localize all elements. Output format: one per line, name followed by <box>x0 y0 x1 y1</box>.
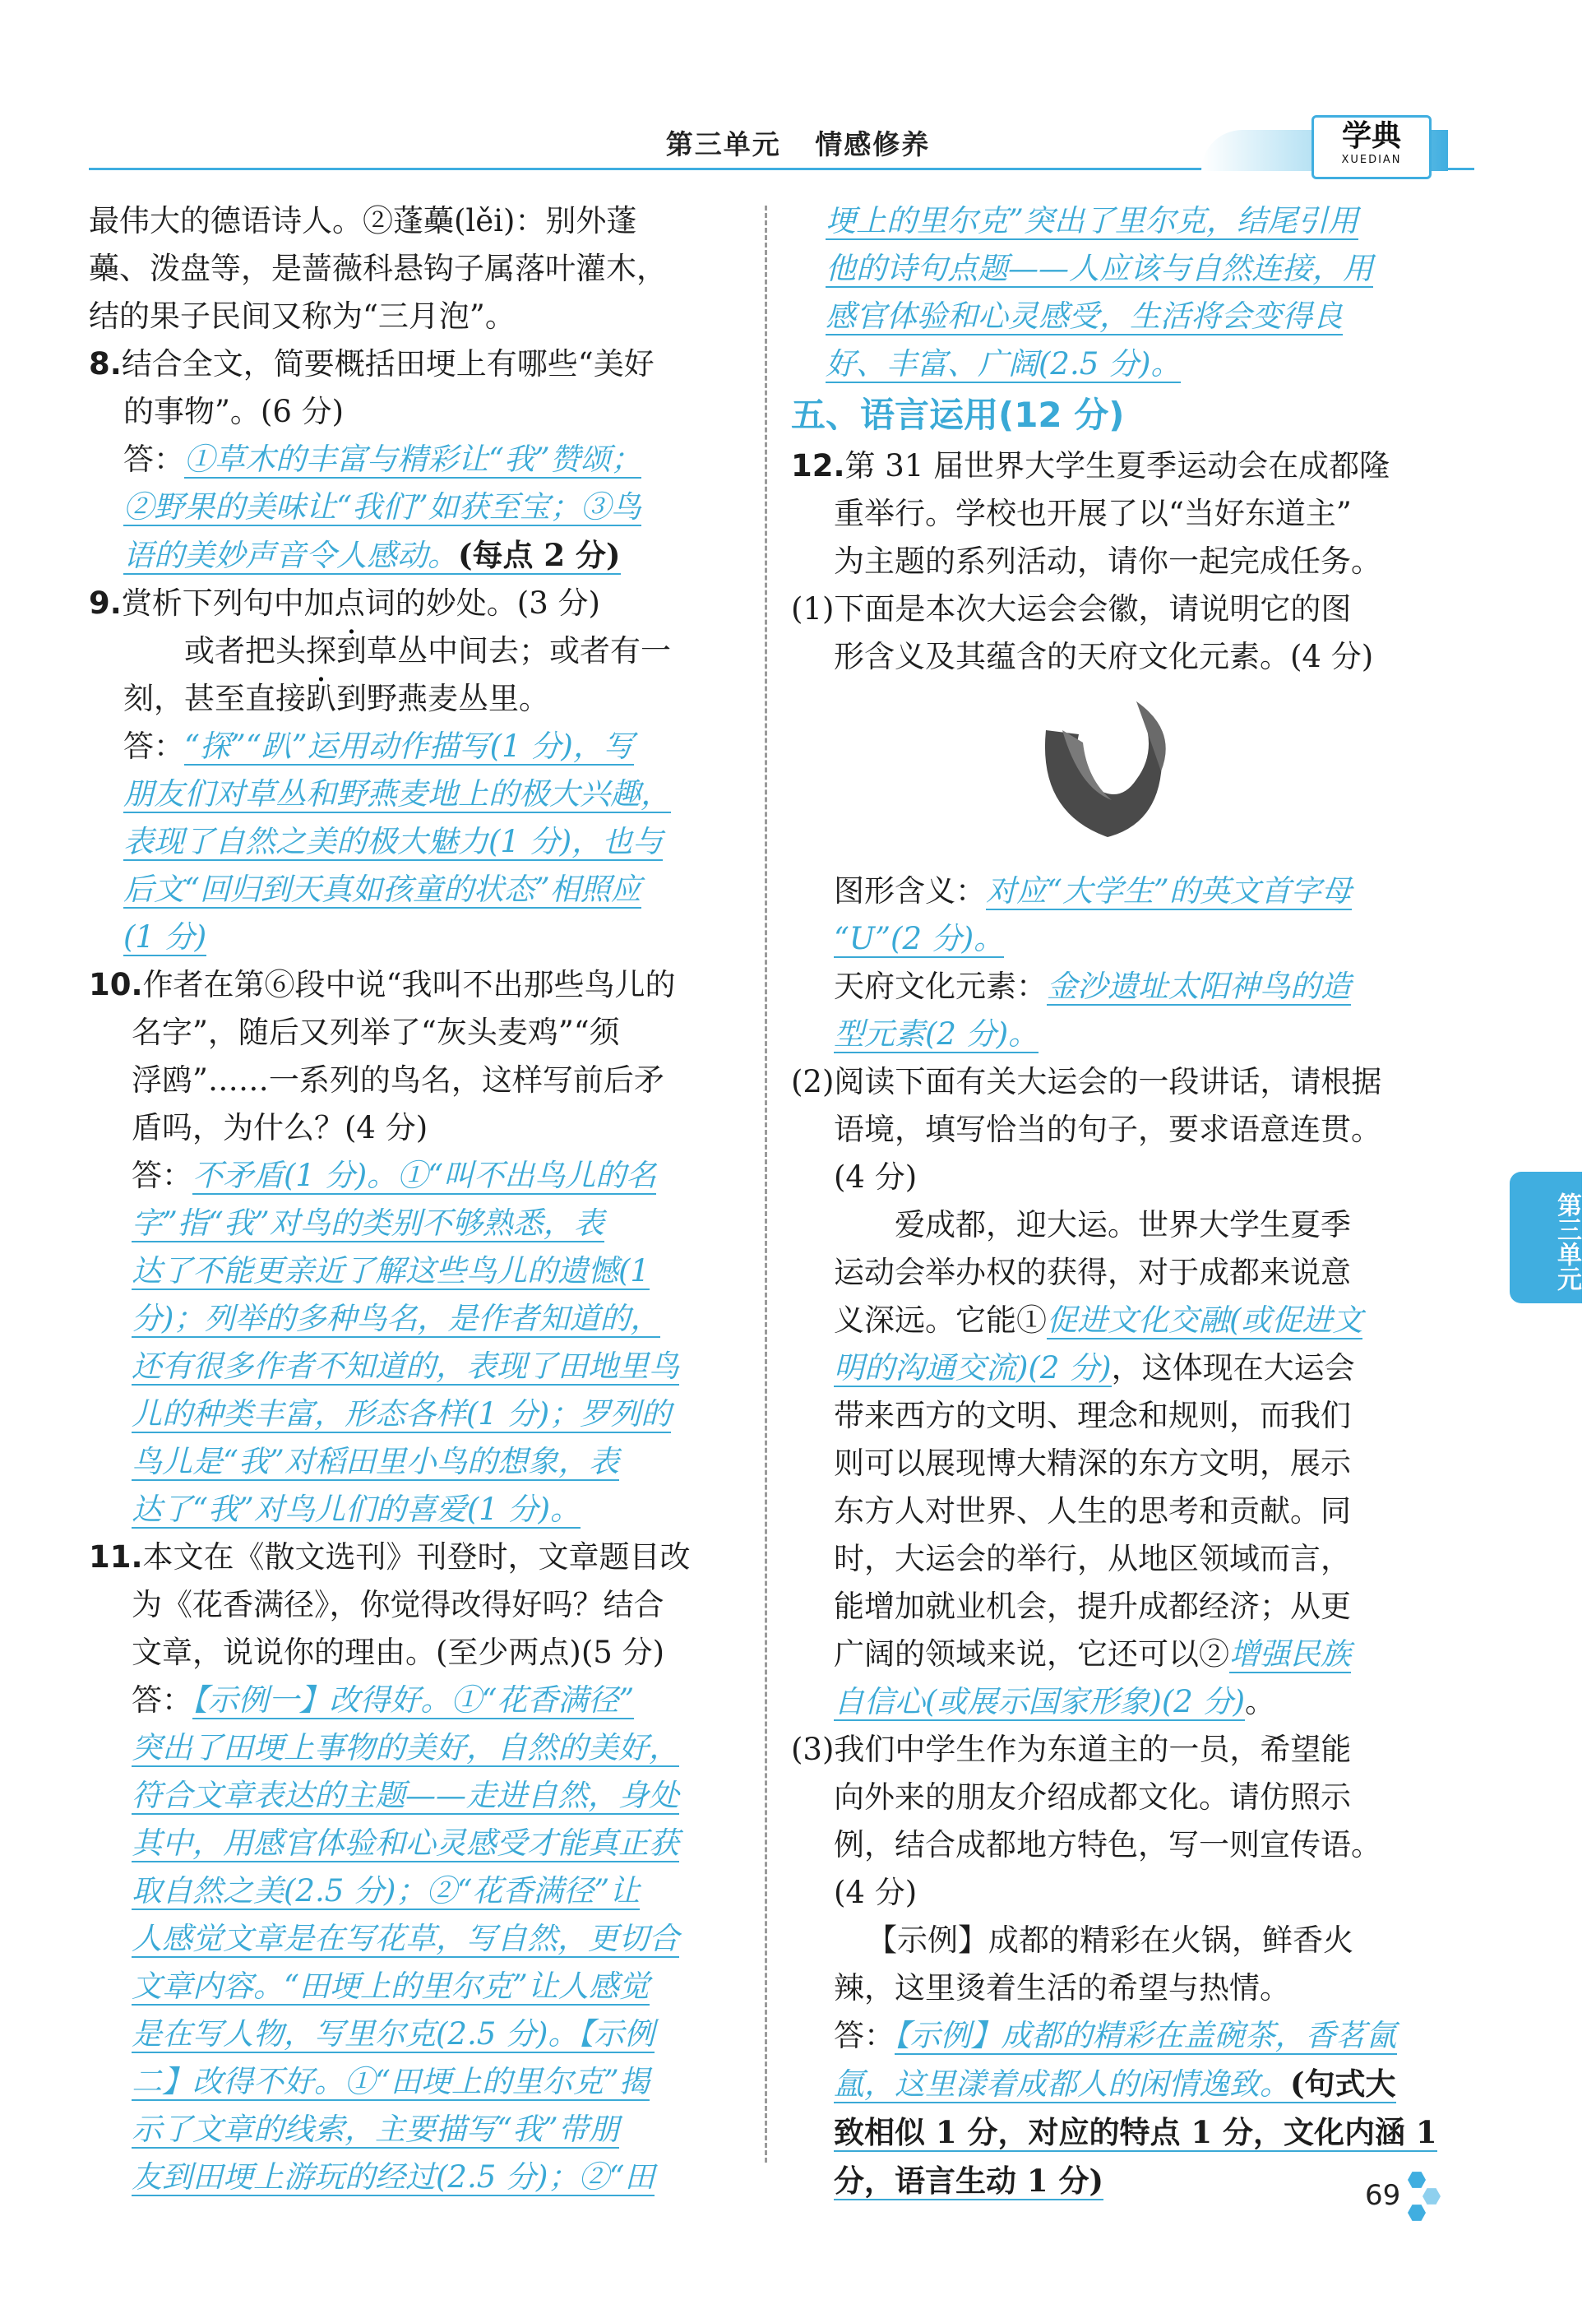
speech-text <box>791 1344 1441 1392</box>
answer-line <box>89 2010 738 2058</box>
example-text: 【示例】成都的精彩在火锅，鲜香火 <box>867 1922 1353 1958</box>
question-text: 重举行。学校也开展了以“当好东道主” <box>834 496 1352 531</box>
answer-text: 增强民族 <box>1229 1636 1351 1672</box>
quoted-sentence <box>89 675 738 723</box>
answer-text: 二】改得不好。①“田埂上的里尔克”揭 <box>132 2064 650 2099</box>
question-11 <box>89 1534 738 1581</box>
answer-line <box>89 818 738 866</box>
answer-text: 示了文章的线索，主要描写“我”带朋 <box>132 2112 619 2147</box>
answer-line <box>791 915 1441 963</box>
answer-text: 后文“回归到天真如孩童的状态”相照应 <box>123 872 641 907</box>
answer-line <box>89 1200 738 1247</box>
header-unit: 第三单元 <box>665 128 781 160</box>
answer-text: 鸟儿是“我”对稻田里小鸟的想象，表 <box>132 1444 619 1479</box>
answer-text: 符合文章表达的主题——走进自然，身处 <box>132 1778 679 1813</box>
question-text: 浮鸥”……一系列的鸟名，这样写前后矛 <box>132 1062 664 1098</box>
answer-text: 金沙遗址太阳神鸟的造 <box>1047 969 1351 1004</box>
speech-text: 能增加就业机会，提升成都经济；从更 <box>834 1589 1351 1624</box>
answer-line <box>89 1438 738 1486</box>
answer-line <box>89 1343 738 1390</box>
answer-text: 促进文化交融(或促进文 <box>1047 1302 1363 1338</box>
answer-text: 自信心(或展示国家形象)(2 分) <box>834 1684 1246 1719</box>
column-divider <box>765 206 767 2163</box>
answer-text: 【示例一】改得好。①“花香满径” <box>192 1682 635 1718</box>
answer-text: 对应“大学生”的英文首字母 <box>986 873 1352 909</box>
speech-text <box>791 1631 1441 1678</box>
answer-text: 达了不能更亲近了解这些鸟儿的遗憾(1 <box>132 1253 650 1289</box>
answer-line <box>89 531 738 580</box>
question-text: 盾吗，为什么？(4 分) <box>132 1110 428 1145</box>
answer-line <box>89 2106 738 2154</box>
speech-fragment: 义深远。它能① <box>834 1302 1047 1338</box>
answer-text: 分)；列举的多种鸟名，是作者知道的， <box>132 1301 661 1336</box>
question-text: 结合全文，简要概括田埂上有哪些“美好 <box>121 346 655 382</box>
answer-line <box>89 770 738 818</box>
unit-side-tab: 第三单元 <box>1510 1172 1582 1303</box>
answer-score: 致相似 1 分，对应的特点 1 分，文化内涵 1 <box>834 2114 1437 2150</box>
answer-text: “探”“趴”运用动作描写(1 分)，写 <box>184 729 634 764</box>
quote-text: 或者把头 <box>184 633 306 669</box>
page-number: 69 <box>1365 2179 1401 2212</box>
question-text: 第 31 届世界大学生夏季运动会在成都隆 <box>844 448 1390 483</box>
brand-name: 学典 <box>1341 118 1401 153</box>
answer-text: “U”(2 分)。 <box>834 921 1005 956</box>
answer-text: 字”指“我”对鸟的类别不够熟悉，表 <box>132 1205 604 1241</box>
answer-text: 表现了自然之美的极大魅力(1 分)，也与 <box>123 824 664 859</box>
answer-text: 是在写人物，写里尔克(2.5 分)。【示例 <box>132 2016 655 2052</box>
right-column <box>791 197 1441 2205</box>
dotted-word: 趴 <box>306 681 336 716</box>
speech-text: 则可以展现博大精深的东方文明，展示 <box>834 1446 1351 1481</box>
answer-text: 他的诗句点题——人应该与自然连接，用 <box>826 251 1373 286</box>
question-number: 10. <box>89 967 143 1002</box>
answer-score: (句式大 <box>1290 2066 1396 2102</box>
answer-9 <box>89 723 738 770</box>
question-number: 9. <box>89 585 122 621</box>
answer-text: 突出了田埂上事物的美好，自然的美好， <box>132 1730 679 1765</box>
answer-line <box>89 1915 738 1963</box>
question-text: 名字”，随后又列举了“灰头麦鸡”“须 <box>132 1015 620 1050</box>
answer-text: 儿的种类丰富，形态各样(1 分)；罗列的 <box>132 1396 672 1432</box>
answer-line <box>791 245 1441 293</box>
answer-text: 朋友们对草丛和野燕麦地上的极大兴趣， <box>123 776 671 812</box>
quoted-sentence <box>89 627 738 675</box>
answer-text: 好、丰富、广阔(2.5 分)。 <box>826 346 1182 382</box>
footnote-line: 最伟大的德语诗人。②蓬蘽(lěi)：别外蓬 <box>89 203 637 238</box>
answer-text: 【示例】成都的精彩在盖碗茶，香茗氤 <box>895 2018 1397 2053</box>
speech-text: 运动会举办权的获得，对于成都来说意 <box>834 1255 1351 1290</box>
question-text: 赏析下列句中加点词的妙处。(3 分) <box>121 585 600 621</box>
answer-prefix: 答： <box>123 729 184 764</box>
question-text: 为主题的系列活动，请你一起完成任务。 <box>834 544 1381 579</box>
brand-name-en: XUEDIAN <box>1341 154 1402 166</box>
brand-box <box>1311 115 1432 179</box>
answer-text: 其中，用感官体验和心灵感受才能真正获 <box>132 1825 679 1861</box>
footnote-line: 结的果子民间又称为“三月泡”。 <box>89 298 516 334</box>
answer-text: 取自然之美(2.5 分)；②“花香满径”让 <box>132 1873 641 1909</box>
answer-prefix: 答： <box>132 1158 192 1193</box>
left-column <box>89 197 738 2201</box>
meaning-label: 图形含义： <box>834 873 986 909</box>
brand-logo <box>1259 115 1448 173</box>
answer-line <box>791 2060 1441 2108</box>
answer-prefix: 答： <box>132 1682 192 1718</box>
question-number: 11. <box>89 1539 143 1575</box>
speech-text: 带来西方的文明、理念和规则，而我们 <box>834 1398 1351 1433</box>
answer-10 <box>89 1152 738 1200</box>
answer-text: 氲，这里漾着成都人的闲情逸致。 <box>834 2066 1290 2102</box>
answer-score: 分，语言生动 1 分) <box>834 2163 1104 2199</box>
answer-line <box>791 197 1441 245</box>
answer-text: (1 分) <box>123 919 207 955</box>
speech-text: 时，大运会的举行，从地区领域而言， <box>834 1541 1351 1576</box>
answer-text: ①草木的丰富与精彩让“我”赞颂； <box>184 442 641 477</box>
answer-line <box>791 2157 1441 2205</box>
speech-text: 东方人对世界、人生的思考和贡献。同 <box>834 1493 1351 1529</box>
section-heading: 五、语言运用(12 分) <box>791 395 1125 435</box>
answer-text: 不矛盾(1 分)。①“叫不出鸟儿的名 <box>192 1158 657 1193</box>
question-text: 例，结合成都地方特色，写一则宣传语。 <box>834 1827 1381 1862</box>
answer-prefix: 答： <box>834 2018 895 2053</box>
figure-meaning <box>791 868 1441 915</box>
answer-text: 埂上的里尔克”突出了里尔克，结尾引用 <box>826 203 1358 238</box>
speech-text <box>791 1678 1441 1726</box>
answer-line <box>89 2058 738 2106</box>
answer-line <box>89 483 738 531</box>
answer-line <box>89 914 738 961</box>
answer-line <box>89 1247 738 1295</box>
answer-text: 感官体验和心灵感受，生活将会变得良 <box>826 298 1343 334</box>
answer-line <box>791 2108 1441 2157</box>
subquestion-2: (2)阅读下面有关大运会的一段讲话，请根据 <box>791 1064 1382 1099</box>
universiade-emblem-image <box>1038 697 1177 845</box>
example-text: 辣，这里烫着生活的希望与热情。 <box>834 1970 1290 2006</box>
question-text: (4 分) <box>834 1875 918 1910</box>
question-8 <box>89 340 738 388</box>
speech-fragment: 广阔的领域来说，它还可以② <box>834 1636 1229 1672</box>
speech-text <box>791 1297 1441 1344</box>
question-number: 12. <box>791 448 845 483</box>
answer-text: ②野果的美味让“我们”如获至宝；③鸟 <box>123 489 641 525</box>
quote-text: 到野燕麦丛里。 <box>336 681 549 716</box>
answer-text: 文章内容。“田埂上的里尔克”让人感觉 <box>132 1969 650 2004</box>
question-text: (4 分) <box>834 1159 918 1195</box>
answer-line <box>89 1963 738 2010</box>
answer-text: 人感觉文章是在写花草，写自然，更切合 <box>132 1921 679 1956</box>
answer-text: 语的美妙声音令人感动。 <box>123 538 458 573</box>
answer-prefix: 答： <box>123 442 184 477</box>
question-9 <box>89 580 738 627</box>
answer-line <box>89 1486 738 1534</box>
header-theme: 情感修养 <box>815 128 931 160</box>
question-number: 8. <box>89 346 122 382</box>
quote-text: 刻，甚至直接 <box>123 681 306 716</box>
subquestion-1: (1)下面是本次大运会会徽，请说明它的图 <box>791 591 1352 627</box>
answer-11 <box>89 1677 738 1724</box>
question-text: 作者在第⑥段中说“我叫不出那些鸟儿的 <box>142 967 676 1002</box>
answer-text: 还有很多作者不知道的，表现了田地里鸟 <box>132 1349 679 1384</box>
culture-element <box>791 963 1441 1011</box>
answer-12-3 <box>791 2012 1441 2060</box>
answer-text: 达了“我”对鸟儿们的喜爱(1 分)。 <box>132 1492 581 1527</box>
speech-fragment: 。 <box>1245 1684 1276 1719</box>
answer-line <box>89 1724 738 1772</box>
dotted-word: 探 <box>306 633 336 669</box>
question-text: 本文在《散文选刊》刊登时，文章题目改 <box>142 1539 691 1575</box>
question-text: 文章，说说你的理由。(至少两点)(5 分) <box>132 1635 665 1670</box>
answer-line <box>89 1820 738 1867</box>
answer-text: 友到田埂上游玩的经过(2.5 分)；②“田 <box>132 2159 655 2195</box>
quote-text: 到草丛中间去；或者有一 <box>336 633 671 669</box>
question-12 <box>791 442 1441 490</box>
footnote-line: 蘽、泼盘等，是蔷薇科悬钩子属落叶灌木， <box>89 251 667 286</box>
speech-fragment: ，这体现在大运会 <box>1111 1350 1355 1386</box>
subquestion-3: (3)我们中学生作为东道主的一员，希望能 <box>791 1732 1352 1767</box>
question-10 <box>89 961 738 1009</box>
answer-line <box>791 1011 1441 1058</box>
answer-line <box>791 293 1441 340</box>
answer-text: 明的沟通交流)(2 分) <box>834 1350 1112 1386</box>
question-text: 语境，填写恰当的句子，要求语意连贯。 <box>834 1112 1381 1147</box>
answer-line <box>89 1867 738 1915</box>
answer-line <box>89 2154 738 2201</box>
question-text: 形含义及其蕴含的天府文化元素。(4 分) <box>834 639 1374 674</box>
answer-8 <box>89 436 738 483</box>
hex-decoration <box>1408 2204 1426 2222</box>
question-text: 的事物”。(6 分) <box>123 394 345 429</box>
answer-text: 型元素(2 分)。 <box>834 1016 1039 1052</box>
question-text: 向外来的朋友介绍成都文化。请仿照示 <box>834 1779 1351 1815</box>
answer-line <box>791 340 1441 388</box>
answer-score: (每点 2 分) <box>458 537 621 573</box>
answer-line <box>89 1390 738 1438</box>
answer-line <box>89 1772 738 1820</box>
question-text: 为《花香满径》，你觉得改得好吗？结合 <box>132 1587 664 1622</box>
culture-label: 天府文化元素： <box>834 969 1047 1004</box>
answer-line <box>89 866 738 914</box>
answer-line <box>89 1295 738 1343</box>
speech-text: 爱成都，迎大运。世界大学生夏季 <box>895 1207 1351 1242</box>
